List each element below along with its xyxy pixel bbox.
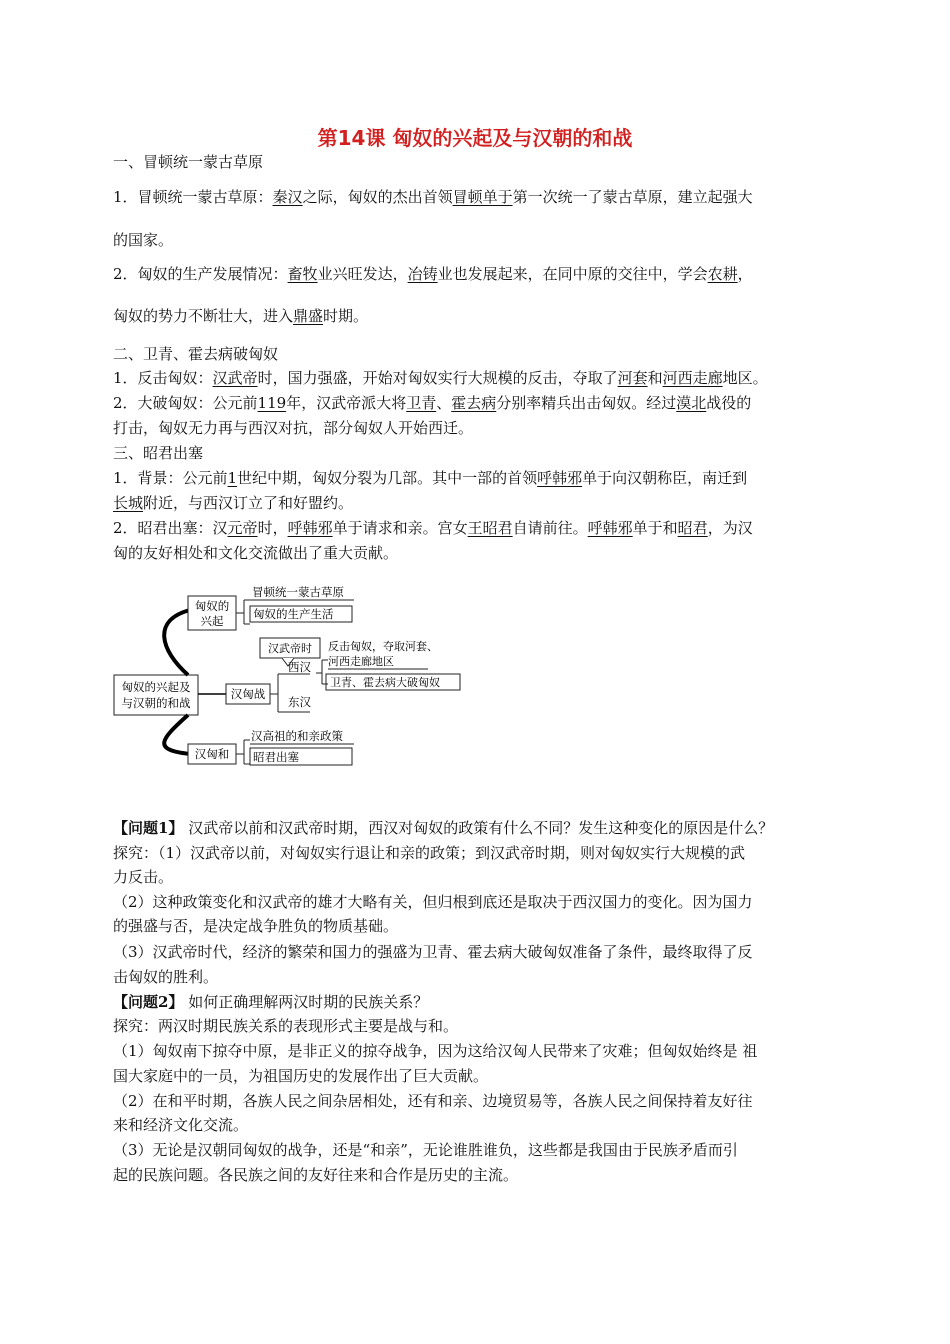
text: 1．背景：公元前 <box>113 469 228 487</box>
rise-label-1: 匈奴的 <box>194 599 230 613</box>
answer-line: 击匈奴的胜利。 <box>113 968 219 986</box>
page-title: 第14课 匈奴的兴起及与汉朝的和战 <box>317 126 633 150</box>
paragraph <box>113 368 843 388</box>
connector <box>164 715 190 754</box>
question-text: 汉武帝以前和汉武帝时期，西汉对匈奴的政策有什么不同？发生这种变化的原因是什么？ <box>183 819 774 837</box>
underlined-term: 呼韩邪 <box>287 519 333 537</box>
question-label: 【问题2】 <box>113 993 184 1011</box>
underlined-term: 鼎盛 <box>293 307 324 325</box>
underlined-term: 卫青 <box>406 394 437 412</box>
question-2 <box>113 992 843 1012</box>
mind-map-diagram <box>110 580 470 775</box>
section-heading-1: 一、冒顿统一蒙古草原 <box>113 153 264 171</box>
answer-line: 的强盛与否，是决定战争胜负的物质基础。 <box>113 917 399 935</box>
text: 2．昭君出塞：汉 <box>113 519 228 537</box>
paragraph <box>113 518 843 538</box>
text: ，为汉 <box>707 519 753 537</box>
xihan-label: 西汉 <box>288 660 311 674</box>
paragraph-cont <box>113 306 843 326</box>
root-label-1: 匈奴的兴起及 <box>121 680 191 694</box>
question-1 <box>113 818 843 838</box>
rise-item-2: 匈奴的生产生活 <box>253 607 334 621</box>
underlined-term: 农耕 <box>707 265 738 283</box>
underlined-term: 霍去病 <box>451 394 497 412</box>
section-heading-2: 二、卫青、霍去病破匈奴 <box>113 345 279 363</box>
underlined-term: 1 <box>227 469 238 487</box>
text: 1．反击匈奴： <box>113 369 213 387</box>
text: 单于和 <box>632 519 678 537</box>
underlined-term: 河套 <box>617 369 648 387</box>
answer-line: （1）匈奴南下掠夺中原，是非正义的掠夺战争，因为这给汉匈人民带来了灾难；但匈奴始终是 祖 <box>113 1042 758 1060</box>
underlined-term: 王昭君 <box>467 519 513 537</box>
question-text: 如何正确理解两汉时期的民族关系？ <box>183 993 429 1011</box>
xihan-item-1: 反击匈奴，夺取河套、 <box>328 640 438 653</box>
xihan-item-2: 河西走廊地区 <box>328 655 394 668</box>
paragraph-cont: 打击，匈奴无力再与西汉对抗，部分匈奴人开始西迁。 <box>113 419 474 437</box>
text: 第一次统一了蒙古草原，建立起强大 <box>512 188 753 206</box>
section-heading-3: 三、昭君出塞 <box>113 444 204 462</box>
answer-line: 来和经济文化交流。 <box>113 1116 249 1134</box>
underlined-term: 119 <box>257 394 287 412</box>
underlined-term: 昭君 <box>677 519 708 537</box>
paragraph-cont: 的国家。 <box>113 231 174 249</box>
connector <box>236 740 250 764</box>
answer-line: 探究：两汉时期民族关系的表现形式主要是战与和。 <box>113 1017 459 1035</box>
text: ， <box>737 265 753 283</box>
underlined-term: 冶铸 <box>407 265 438 283</box>
answer-line: 力反击。 <box>113 868 174 886</box>
text: 匈奴的势力不断壮大，进入 <box>113 307 294 325</box>
text: 世纪中期，匈奴分裂为几部。其中一部的首领 <box>237 469 538 487</box>
text: 单于向汉朝称臣，南迁到 <box>582 469 748 487</box>
answer-line: （2）这种政策变化和汉武帝的雄才大略有关，但归根到底还是取决于西汉国力的变化。因为国力 <box>113 893 753 911</box>
underlined-term: 元帝 <box>227 519 258 537</box>
donghan-label: 东汉 <box>288 695 311 709</box>
xihan-item-3: 卫青、霍去病大破匈奴 <box>330 676 440 689</box>
text: 2．大破匈奴：公元前 <box>113 394 258 412</box>
question-label: 【问题1】 <box>113 819 184 837</box>
text: 、 <box>436 394 452 412</box>
connector <box>236 600 250 624</box>
underlined-term: 畜牧 <box>287 265 318 283</box>
connector <box>164 610 190 675</box>
text: 业兴旺发达， <box>317 265 408 283</box>
text: 1．冒顿统一蒙古草原： <box>113 188 273 206</box>
text: 自请前往。 <box>512 519 588 537</box>
paragraph <box>113 187 843 207</box>
underlined-term: 汉武帝 <box>212 369 258 387</box>
text: 年，汉武帝派大将 <box>286 394 407 412</box>
text: 和 <box>647 369 663 387</box>
paragraph-cont: 匈的友好相处和文化交流做出了重大贡献。 <box>113 544 399 562</box>
text: 时期。 <box>323 307 369 325</box>
peace-item-2: 昭君出塞 <box>253 750 299 764</box>
text: 地区。 <box>722 369 768 387</box>
answer-line: （3）汉武帝时代，经济的繁荣和国力的强盛为卫青、霍去病大破匈奴准备了条件，最终取得了反 <box>113 943 753 961</box>
answer-line: 国大家庭中的一员，为祖国历史的发展作出了巨大贡献。 <box>113 1067 489 1085</box>
war-label: 汉匈战 <box>230 687 266 701</box>
text: 时，国力强盛，开始对匈奴实行大规模的反击，夺取了 <box>257 369 618 387</box>
answer-line: （2）在和平时期，各族人民之间杂居相处，还有和亲、边境贸易等，各族人民之间保持着友好往 <box>113 1092 753 1110</box>
underlined-term: 长城 <box>113 494 144 512</box>
paragraph-cont <box>113 493 843 513</box>
underlined-term: 秦汉 <box>272 188 303 206</box>
underlined-term: 漠北 <box>676 394 707 412</box>
text: 时， <box>257 519 288 537</box>
paragraph <box>113 468 843 488</box>
text: 单于请求和亲。宫女 <box>332 519 468 537</box>
paragraph <box>113 264 843 284</box>
paragraph <box>113 393 843 413</box>
underlined-term: 呼韩邪 <box>537 469 583 487</box>
wudi-label: 汉武帝时 <box>268 642 312 655</box>
rise-item-1: 冒顿统一蒙古草原 <box>252 585 344 599</box>
text: 附近，与西汉订立了和好盟约。 <box>143 494 354 512</box>
text: 分别率精兵出击匈奴。经过 <box>496 394 677 412</box>
answer-line: 探究：（1）汉武帝以前，对匈奴实行退让和亲的政策；到汉武帝时期，则对匈奴实行大规模的武 <box>113 844 746 862</box>
text: 之际，匈奴的杰出首领 <box>302 188 453 206</box>
underlined-term: 冒顿单于 <box>452 188 513 206</box>
text: 战役的 <box>706 394 752 412</box>
rise-label-2: 兴起 <box>200 614 224 628</box>
text: 业也发展起来，在同中原的交往中，学会 <box>437 265 708 283</box>
answer-line: （3）无论是汉朝同匈奴的战争，还是“和亲”，无论谁胜谁负，这些都是我国由于民族矛盾而引 <box>113 1141 738 1159</box>
root-label-2: 与汉朝的和战 <box>121 696 191 710</box>
peace-item-1: 汉高祖的和亲政策 <box>251 729 343 743</box>
underlined-term: 呼韩邪 <box>587 519 633 537</box>
text: 2．匈奴的生产发展情况： <box>113 265 288 283</box>
peace-label: 汉匈和 <box>194 747 230 761</box>
answer-line: 起的民族问题。各民族之间的友好往来和合作是历史的主流。 <box>113 1166 519 1184</box>
underlined-term: 河西走廊 <box>662 369 723 387</box>
